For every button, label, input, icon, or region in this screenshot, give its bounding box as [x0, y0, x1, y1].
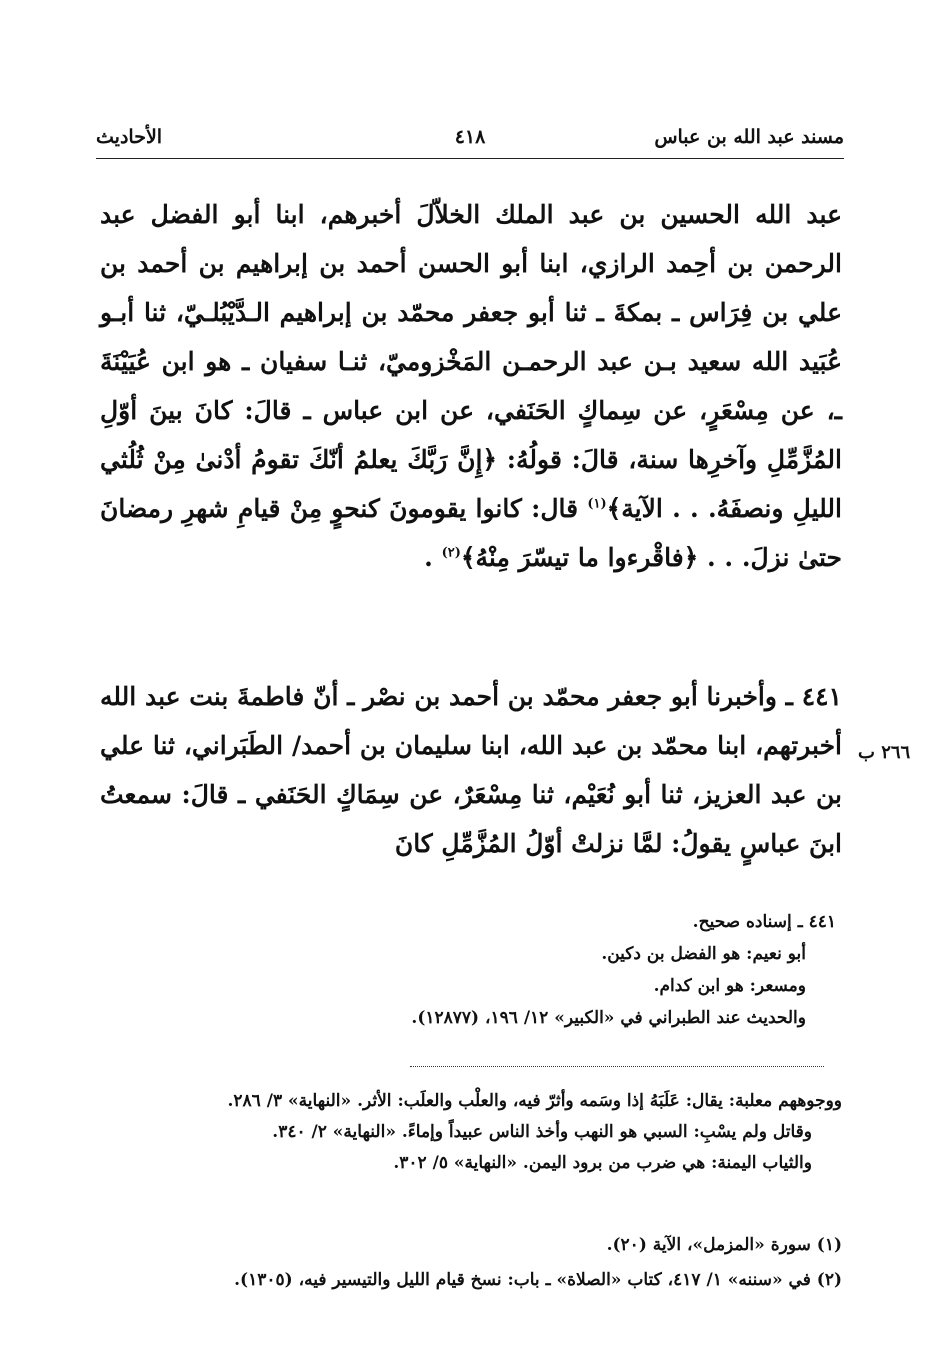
glossary-notes	[106, 1086, 842, 1179]
takhrij-notes	[300, 906, 836, 1034]
hadith-text-end: .	[424, 543, 442, 572]
page-number: ٤١٨	[454, 126, 486, 148]
footnotes	[106, 1228, 842, 1298]
book-title: مسند عبد الله بن عباس	[654, 126, 844, 148]
hadith-441-text: ٤٤١ ـ وأخبرنا أبو جعفر محمّد بن أحمد بن نصْر ـ أنّ فاطمةَ بنت عبد الله أخبرتهم، ابنا محمّد بن عبد الله، ابنا سليمان بن أحمد/ الطَبَراني، ثنا علي بن عبد العزيز، ثنا أبو نُعَيْم، ثنا مِسْعَرٌ، عن سِمَاكٍ الحَنَفي ـ قالَ: سمعتُ ابنَ عباسٍ يقولُ: لمَّا نزلتْ أوّلُ المُزَّمِّلِ كانَ	[100, 682, 842, 858]
footnote-marker-2[interactable]: (٢)	[441, 545, 461, 561]
glossary-line-1: ووجوههم معلبة: يقال: عَلَبَهُ إذا وسَمه وأثرّ فيه، والعلْب والعلَب: الأثر. «النهاية» ٣/ ٢٨٦.	[227, 1091, 842, 1111]
hadith-paragraph-2	[100, 672, 842, 868]
hadith-paragraph-1	[100, 190, 842, 582]
glossary-line-3: والثياب اليمنة: هي ضرب من برود اليمن. «النهاية» ٥/ ٣٠٢.	[393, 1153, 812, 1173]
footnote-2: (٢) في «سننه» ١/ ٤١٧، كتاب «الصلاة» ـ باب: نسخ قيام الليل والتيسير فيه، (١٣٠٥).	[234, 1270, 842, 1290]
takhrij-line-4: والحديث عند الطبراني في «الكبير» ١٢/ ١٩٦، (١٢٨٧٧).	[411, 1008, 806, 1028]
takhrij-line-3: ومسعر: هو ابن كدام.	[653, 976, 806, 996]
header-divider	[96, 158, 844, 159]
manuscript-folio-note: ٢٦٦ ب	[858, 742, 911, 763]
section-title: الأحاديث	[96, 126, 163, 148]
footnote-marker-1[interactable]: (١)	[587, 496, 607, 512]
hadith-text-part-2: قال: كانوا يقومونَ كنحوٍ مِنْ قيامِ شهرِ رمضانَ حتىٰ نزلَ. . . ﴿فاقْرءوا ما تيسّرَ مِنْهُ﴾	[100, 494, 842, 572]
takhrij-line-2: أبو نعيم: هو الفضل بن دكين.	[601, 944, 806, 964]
glossary-line-2: وقاتل ولم يسْبِ: السبي هو النهب وأخذ الناس عبيداً وإماءً. «النهاية» ٢/ ٣٤٠.	[272, 1122, 812, 1142]
footnote-1: (١) سورة «المزمل»، الآية (٢٠).	[606, 1235, 842, 1255]
hadith-text-part-1: عبد الله الحسين بن عبد الملك الخلاّلَ أخبرهم، ابنا أبو الفضل عبد الرحمن بن أحِمد الرازي، ابنا أبو الحسن أحمد بن إبراهيم بن أحمد بن علي بن فِرَاس ـ بمكةَ ـ ثنا أبو جعفر محمّد بن إبراهيم الـدَّيْبُلـيّ، ثنا أبـو عُبَيد الله سعيد بـن عبد الرحمـن المَخْزوميّ، ثنـا سفيان ـ هو ابن عُيَيْنَةَ ـ، عن مِسْعَرٍ، عن سِماكٍ الحَنَفي، عن ابن عباس ـ قالَ: كانَ بينَ أوّلِ المُزَّمِّلِ وآخرِها سنة، قالَ: قولُهُ: ﴿إِنَّ رَبَّكَ يعلمُ أنّكَ تقومُ أدْنىٰ مِنْ ثُلُثي الليلِ ونصفَهُ. . . الآية﴾	[100, 200, 842, 523]
page-header	[96, 126, 844, 156]
dotted-separator	[410, 1066, 824, 1067]
takhrij-line-1: ٤٤١ ـ إسناده صحيح.	[692, 912, 836, 932]
